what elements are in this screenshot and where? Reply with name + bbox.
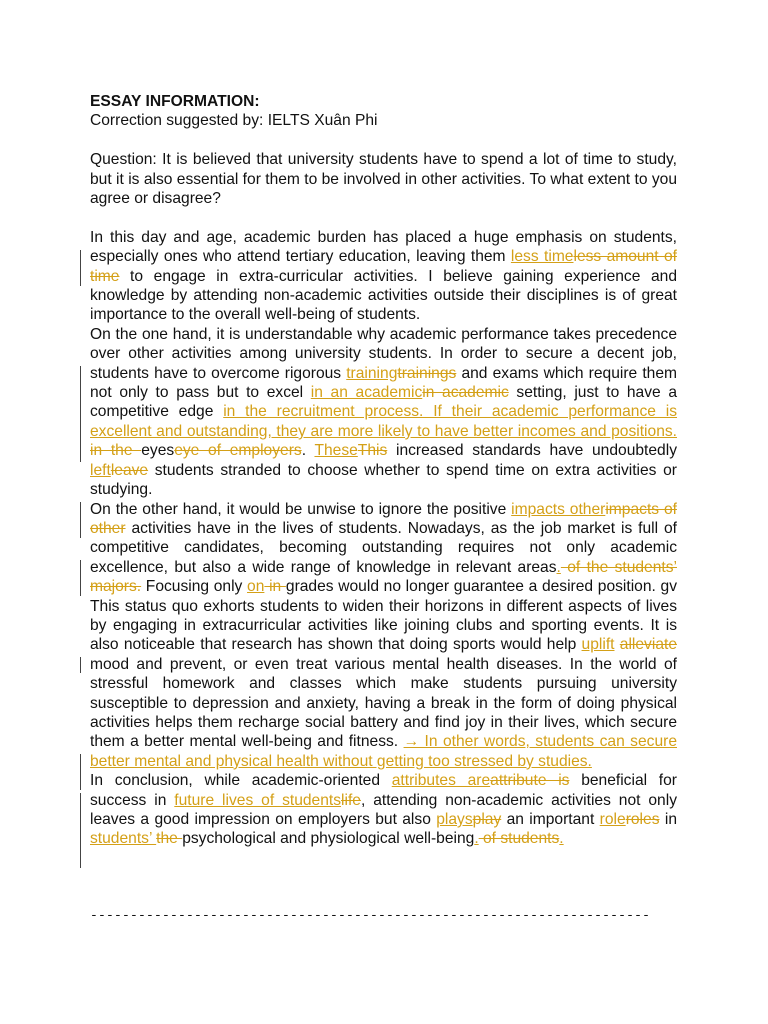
paragraph-body-2 <box>90 500 677 772</box>
change-bar <box>80 657 81 673</box>
deleted-text: roles <box>625 811 660 828</box>
inserted-text: training <box>346 364 398 382</box>
inserted-text: plays <box>436 811 473 828</box>
inserted-text: . <box>559 830 564 848</box>
essay-question: Question: It is believed that university students have to spend a lot of time to study, but it is also essential for them to be involved in other activities. To what extent to you agree or disagree? <box>90 151 677 208</box>
inserted-text: attributes are <box>391 772 491 790</box>
deleted-text: the <box>156 830 183 848</box>
change-bar <box>80 793 81 868</box>
body-text: In this day and age, academic burden has placed a huge emphasis on students, especially ones who attend tertiary education, leaving them <box>90 228 677 266</box>
inserted-text: → In other words, students can secure better mental and physical health without getting too stressed by studies. <box>90 733 677 770</box>
inserted-text: These <box>314 442 358 460</box>
body-text: students stranded to choose whether to spend time on extra activities or studying. <box>90 461 677 499</box>
inserted-text: in the recruitment process. If their academic performance is excellent and outstanding, they are more likely to have better incomes and positions. <box>90 403 678 440</box>
deleted-text: of students <box>478 830 560 848</box>
inserted-text: . <box>474 830 479 848</box>
deleted-text: in academic <box>422 384 509 402</box>
inserted-text: . <box>556 558 561 576</box>
deleted-text: leave <box>110 461 149 479</box>
body-text: and exams which require them not only to pass but to excel <box>90 364 677 402</box>
body-text: an important <box>501 811 600 828</box>
deleted-text: in <box>264 578 286 596</box>
body-text: . <box>301 442 315 460</box>
inserted-text: students’ <box>90 830 157 848</box>
body-text: mood and prevent, or even treat various mental health diseases. In the world of stressful homework and classes which make students pursuing university susceptible to depression and anxiety, having a break in the form of doing physical activities helps them recharge social battery and find joy in their lives, which secure them a better mental well-being and fitness. <box>90 655 677 751</box>
deleted-text: trainings <box>397 364 457 382</box>
deleted-text: in the <box>90 442 142 460</box>
spacer <box>90 131 677 150</box>
paragraph-body-1 <box>90 325 677 500</box>
body-text: setting, just to have a competitive edge <box>90 384 677 421</box>
change-bar <box>80 754 81 790</box>
paragraph-intro <box>90 228 677 325</box>
body-text: Focusing only <box>141 578 248 596</box>
inserted-text: future lives of students <box>174 791 342 809</box>
deleted-text: of the students’ majors. <box>90 558 677 596</box>
change-bar <box>80 366 81 462</box>
deleted-text: attribute is <box>490 772 570 790</box>
deleted-text: This <box>357 442 388 460</box>
body-text: On the one hand, it is understandable why academic performance takes precedence over other activities among university students. In order to secure a decent job, students have to overcome rigorous <box>90 325 677 382</box>
body-text: grades would no longer guarantee a desired position. gv This status quo exhorts students to widen their horizons in different aspects of lives by engaging in extracurricular activities like joining clubs and sporting events. It is also noticeable that research has shown that doing sports would help <box>90 578 677 654</box>
body-text: In conclusion, while academic-oriented <box>90 772 392 790</box>
change-bar <box>80 250 81 286</box>
paragraph-conclusion <box>90 771 677 849</box>
body-text: activities have in the lives of students. Nowadays, as the job market is full of competitive candidates, becoming outstanding requires not only academic excellence, but also a wide range of knowledge in relevant areas <box>90 519 677 576</box>
body-text: beneficial for success in <box>90 772 677 809</box>
inserted-text: impacts other <box>511 500 606 518</box>
deleted-text: alleviate <box>619 636 677 654</box>
body-text: eyes <box>141 442 175 460</box>
correction-credit: Correction suggested by: IELTS Xuân Phi <box>90 112 378 130</box>
deleted-text: impacts of other <box>90 500 677 537</box>
inserted-text: on <box>247 578 265 596</box>
inserted-text: left <box>90 461 111 479</box>
body-text: On the other hand, it would be unwise to ignore the positive <box>90 500 512 518</box>
body-text: increased standards have undoubtedly <box>387 442 677 460</box>
body-text: , attending non-academic activities not only leaves a good impression on employers but also <box>90 791 677 828</box>
separator-line: ---------------------------------------------------------------------- <box>90 908 651 923</box>
inserted-text: less time <box>510 248 574 266</box>
deleted-text: less amount of time <box>90 248 677 285</box>
inserted-text: uplift <box>581 636 615 654</box>
change-bar <box>80 560 81 596</box>
deleted-text: life <box>341 791 361 809</box>
change-bar <box>80 502 81 538</box>
body-text: to engage in extra-curricular activities. I believe gaining experience and knowledge by attending non-academic activities outside their disciplines is of great importance to the overall well-being of students. <box>90 267 677 324</box>
spacer <box>90 208 677 227</box>
inserted-text: in an academic <box>310 384 423 402</box>
deleted-text: play <box>472 811 502 828</box>
essay-title: ESSAY INFORMATION: <box>90 93 260 110</box>
essay-document <box>90 92 677 849</box>
body-text: psychological and physiological well-being <box>182 830 475 848</box>
inserted-text: role <box>599 811 626 828</box>
body-text: in <box>659 811 677 828</box>
deleted-text: eye of employers <box>174 442 302 460</box>
